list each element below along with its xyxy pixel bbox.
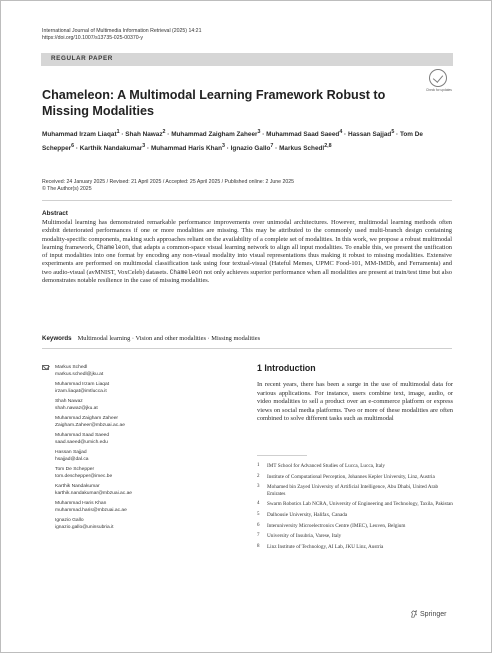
history-dates: Received: 24 January 2025 / Revised: 21 April 2025 / Accepted: 25 April 2025 / Published online: 2 June 2025: [42, 179, 295, 185]
publication-dates: [42, 179, 452, 193]
author[interactable]: Markus Schedl$^{2,8}$: [279, 142, 332, 152]
affiliation: 6 Interuniversity Microelectronics Centre (IMEC), Leuven, Belgium: [257, 522, 406, 529]
correspondence-entry: Muhammad Zaigham Zaheer Zaigham.Zaheer@mbzuai.ac.ae: [55, 416, 217, 429]
author[interactable]: Karthik Nandakumar$^3$: [79, 142, 146, 152]
affiliation: 3 Mohamed bin Zayed University of Artificial Intelligence, Abu Dhabi, United Arab Emirates: [257, 484, 439, 497]
affiliation: 8 Linz Institute of Technology, AI Lab, JKU Linz, Austria: [257, 543, 384, 550]
paper-title: Chameleon: A Multimodal Learning Framework Robust to Missing Modalities: [42, 88, 386, 118]
correspondence-entry: Hassan Sajjad hsajjad@dal.ca: [55, 450, 217, 463]
affiliations-list: [257, 463, 453, 554]
abstract-heading: Abstract: [42, 210, 68, 217]
keywords-list: Multimodal learning · Vision and other modalities · Missing modalities: [77, 335, 261, 342]
affiliation: 7 University of Insubria, Varese, Italy: [257, 533, 342, 540]
correspondence-entry: Muhammad Haris Khan muhammad.haris@mbzuai.ac.ae: [55, 501, 217, 514]
email-link[interactable]: saad.saeed@umich.edu: [55, 439, 108, 445]
correspondence-entry: Muhammad Irzam Liaqat irzam.liaqat@imtlucca.it: [55, 382, 217, 395]
footnote-divider: [257, 455, 307, 456]
author[interactable]: Ignazio Gallo$^7$: [230, 142, 274, 152]
copyright-line: © The Author(s) 2025: [42, 186, 92, 193]
abstract-text: Multimodal learning has demonstrated remarkable performance improvements over unimodal architectures. However, multimodal learning methods often exhibit deteriorated performances if one or more modalities are missing. This may be attributed to the commonly used multi-branch design containing modality-specific components, making such approaches reliant on the availability of a complete set of modalities. In this work, we propose a robust multimodal learning framework, Chameleon, that adapts a common-space visual learning network to align all input modalities. To enable this, we present the unification of input modalities into one format by encoding any non-visual modality into visual representations thus making it robust to missing modalities. Extensive experiments are performed on multimodal classification task using four textual-visual (Hateful Memes, UPMC Food-101, MM-IMDb, and Ferramenta) and two audio-visual (avMNIST, VoxCeleb) datasets. Chameleon not only achieves superior performance when all modalities are present at train/test time but also demonstrates notable resilience in the case of missing modalities.: [42, 219, 452, 285]
divider: [42, 200, 452, 201]
keywords-label: Keywords: [42, 335, 72, 342]
affiliation: 1 IMT School for Advanced Studies of Lucca, Lucca, Italy: [257, 463, 386, 469]
email-link[interactable]: Zaigham.Zaheer@mbzuai.ac.ae: [55, 422, 125, 428]
publisher-logo: [410, 610, 446, 618]
article-type-label: REGULAR PAPER: [51, 55, 113, 62]
correspondence-entry: Shah Nawaz shah.nawaz@jku.at: [55, 399, 217, 412]
article-type-banner: [41, 53, 453, 66]
correspondence-entry: Karthik Nandakumar karthik.nandakumar@mbzuai.ac.ae: [55, 484, 217, 497]
correspondence-entry: Tom De Schepper tom.deschepper@imec.be: [55, 467, 217, 480]
email-link[interactable]: karthik.nandakumar@mbzuai.ac.ae: [55, 490, 133, 496]
author[interactable]: Tom De Schepper$^6$: [42, 131, 423, 152]
email-link[interactable]: ignazio.gallo@uninsubria.it: [55, 524, 114, 530]
email-link[interactable]: shah.nawaz@jku.at: [55, 405, 98, 411]
divider: [42, 348, 452, 349]
email-link[interactable]: muhammad.haris@mbzuai.ac.ae: [55, 507, 127, 513]
email-icon: [42, 365, 49, 370]
author[interactable]: Hassan Sajjad$^5$: [347, 129, 395, 139]
affiliation: 5 Dalhousie University, Halifax, Canada: [257, 511, 348, 518]
author[interactable]: Muhammad Saad Saeed$^4$: [266, 129, 343, 139]
keywords: [42, 335, 452, 343]
email-link[interactable]: hsajjad@dal.ca: [55, 456, 89, 462]
email-link[interactable]: markus.schedl@jku.at: [55, 371, 104, 377]
correspondence-entry: Ignazio Gallo ignazio.gallo@uninsubria.it: [55, 518, 217, 531]
email-link[interactable]: irzam.liaqat@imtlucca.it: [55, 388, 107, 394]
affiliation: 2 Institute of Computational Perception, Johannes Kepler University, Linz, Austria: [257, 473, 435, 480]
email-link[interactable]: tom.deschepper@imec.be: [55, 473, 113, 479]
introduction-text: In recent years, there has been a surge in the use of multimodal data for various applications. For instance, users combine text, image, audio, or video modalities to sell a product over an e-commerce platform or express views on social media platforms. Two or more of these modalities are often combined to solve different tasks such as multimodal: [257, 381, 453, 422]
check-for-updates-badge[interactable]: [426, 69, 450, 92]
author[interactable]: Muhammad Zaigham Zaheer$^3$: [171, 129, 261, 139]
check-updates-icon: [429, 69, 447, 87]
affiliation: 4 Swarm Robotics Lab NCRA, University of Engineering and Technology, Taxila, Pakistan: [257, 501, 453, 508]
section-heading-introduction: 1 Introduction: [257, 363, 316, 373]
check-updates-label: Check for updates: [426, 88, 452, 92]
journal-header: [42, 28, 342, 42]
springer-horse-icon: [410, 610, 418, 618]
journal-name: International Journal of Multimedia Information Retrieval (2025) 14:21: [42, 28, 202, 34]
author[interactable]: Muhammad Irzam Liaqat$^1$: [42, 129, 120, 139]
author[interactable]: Muhammad Haris Khan$^3$: [150, 142, 225, 152]
publisher-name: Springer: [420, 610, 447, 618]
correspondence-entry: Markus Schedl markus.schedl@jku.at: [55, 365, 217, 378]
correspondence-entry: Muhammad Saad Saeed saad.saeed@umich.edu: [55, 433, 217, 446]
correspondence-block: [42, 365, 217, 535]
author[interactable]: Shah Nawaz$^2$: [125, 129, 166, 139]
doi-link[interactable]: https://doi.org/10.1007/s13735-025-00370-y: [42, 35, 143, 41]
author-list: Muhammad Irzam Liaqat$^1$ · Shah Nawaz$^2$ · Muhammad Zaigham Zaheer$^3$ · Muhammad Saad Saeed$^4$ · Hassan Sajjad$^5$ · Tom De Schepper$^6$ · Karthik Nandakumar$^3$ · Muhammad Haris Khan$^3$ · Ignazio Gallo$^7$ · Markus Schedl$^{2,8}$: [42, 129, 423, 152]
